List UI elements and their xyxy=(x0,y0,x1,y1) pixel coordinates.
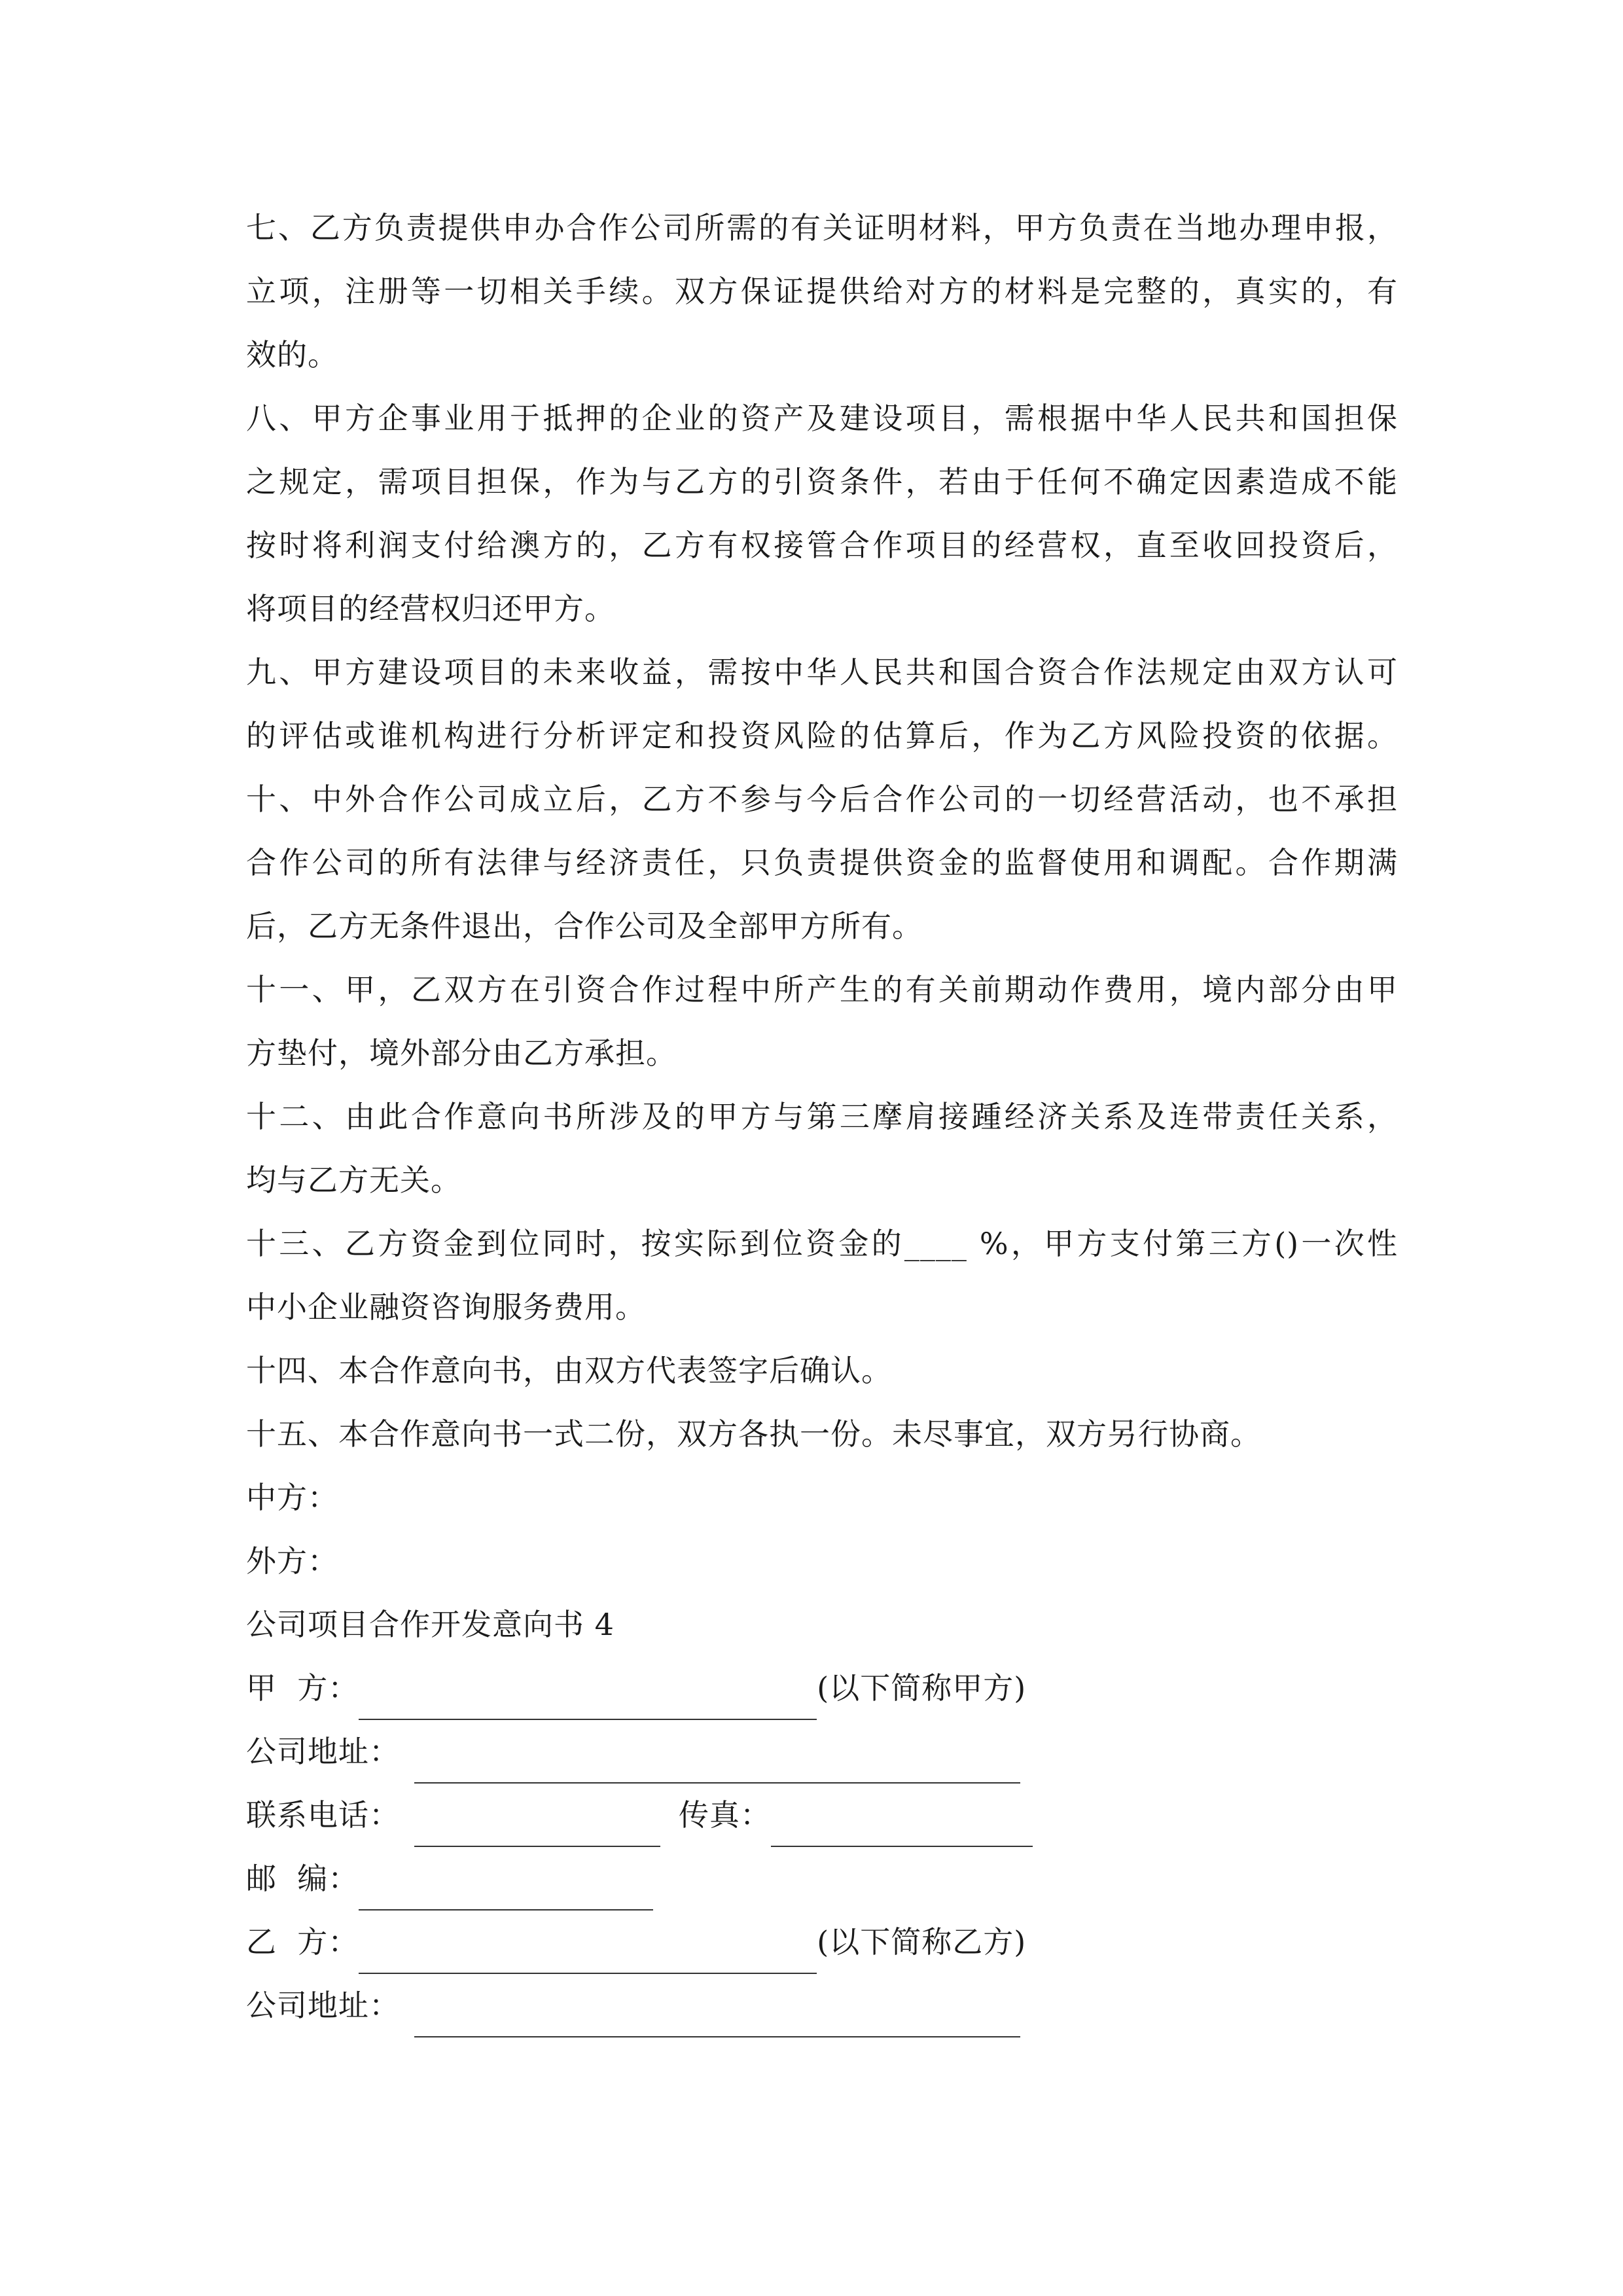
address-b-label: 公司地址： xyxy=(246,1988,400,2023)
clause-line: 的评估或谁机构进行分析评定和投资风险的估算后，作为乙方风险投资的依据。 xyxy=(246,718,1398,753)
clause-line: 将项目的经营权归还甲方。 xyxy=(246,591,615,626)
phone-fax-row xyxy=(246,1784,1398,1847)
clause-12 xyxy=(246,1085,1398,1212)
clause-line: 按时将利润支付给澳方的，乙方有权接管合作项目的经营权，直至收回投资后， xyxy=(246,528,1398,563)
clause-line: 立项，注册等一切相关手续。双方保证提供给对方的材料是完整的，真实的，有 xyxy=(246,274,1398,309)
fax-a-blank[interactable] xyxy=(771,1809,1033,1847)
address-b-blank[interactable] xyxy=(414,2000,1020,2037)
clause-14 xyxy=(246,1339,1398,1403)
party-a-label: 甲 方： xyxy=(246,1670,359,1706)
clause-line: 中小企业融资咨询服务费用。 xyxy=(246,1289,646,1325)
clause-10 xyxy=(246,768,1398,958)
clause-line: 九、甲方建设项目的未来收益，需按中华人民共和国合资合作法规定由双方认可 xyxy=(246,655,1398,690)
party-a-suffix: (以下简称甲方) xyxy=(817,1670,1027,1706)
clause-line: 效的。 xyxy=(246,337,338,372)
clause-line: 方垫付，境外部分由乙方承担。 xyxy=(246,1035,677,1071)
clause-line: 后，乙方无条件退出，合作公司及全部甲方所有。 xyxy=(246,908,923,944)
address-a-row xyxy=(246,1720,1398,1784)
clause-line: 十四、本合作意向书，由双方代表签字后确认。 xyxy=(246,1353,892,1388)
next-document-title: 公司项目合作开发意向书 4 xyxy=(246,1607,615,1642)
clause-line: 十一、甲，乙双方在引资合作过程中所产生的有关前期动作费用，境内部分由甲 xyxy=(246,972,1398,1007)
phone-a-blank[interactable] xyxy=(414,1809,660,1847)
clause-line: 十二、由此合作意向书所涉及的甲方与第三摩肩接踵经济关系及连带责任关系， xyxy=(246,1099,1398,1134)
party-a-row xyxy=(246,1657,1398,1720)
address-a-blank[interactable] xyxy=(414,1746,1020,1784)
document-body xyxy=(246,196,1398,2037)
phone-a-label: 联系电话： xyxy=(246,1797,400,1833)
address-a-label: 公司地址： xyxy=(246,1734,400,1769)
china-side-signature: 中方： xyxy=(246,1480,338,1515)
foreign-side-signature: 外方： xyxy=(246,1543,338,1579)
postcode-a-row xyxy=(246,1847,1398,1910)
address-b-row xyxy=(246,1974,1398,2037)
party-b-blank[interactable] xyxy=(359,1936,817,1974)
party-b-label: 乙 方： xyxy=(246,1924,359,1960)
postcode-a-label: 邮 编： xyxy=(246,1861,359,1896)
clause-line: 之规定，需项目担保，作为与乙方的引资条件，若由于任何不确定因素造成不能 xyxy=(246,464,1398,499)
clause-13 xyxy=(246,1212,1398,1339)
clause-line: 七、乙方负责提供申办合作公司所需的有关证明材料，甲方负责在当地办理申报， xyxy=(246,210,1398,245)
postcode-a-blank[interactable] xyxy=(359,1873,653,1910)
clause-line: 合作公司的所有法律与经济责任，只负责提供资金的监督使用和调配。合作期满 xyxy=(246,845,1398,880)
party-b-suffix: (以下简称乙方) xyxy=(817,1924,1027,1960)
party-a-blank[interactable] xyxy=(359,1682,817,1720)
clause-15 xyxy=(246,1403,1398,1466)
party-b-row xyxy=(246,1910,1398,1974)
clause-line: 十、中外合作公司成立后，乙方不参与今后合作公司的一切经营活动，也不承担 xyxy=(246,781,1398,817)
fax-a-label: 传真： xyxy=(679,1797,771,1833)
clause-8 xyxy=(246,387,1398,641)
clause-line: 十三、乙方资金到位同时，按实际到位资金的____ %，甲方支付第三方()一次性 xyxy=(246,1226,1398,1261)
clause-line: 均与乙方无关。 xyxy=(246,1162,461,1198)
clause-11 xyxy=(246,958,1398,1085)
clause-line: 八、甲方企事业用于抵押的企业的资产及建设项目，需根据中华人民共和国担保 xyxy=(246,401,1398,436)
clause-9 xyxy=(246,641,1398,768)
clause-7 xyxy=(246,196,1398,387)
clause-line: 十五、本合作意向书一式二份，双方各执一份。未尽事宜，双方另行协商。 xyxy=(246,1416,1261,1452)
